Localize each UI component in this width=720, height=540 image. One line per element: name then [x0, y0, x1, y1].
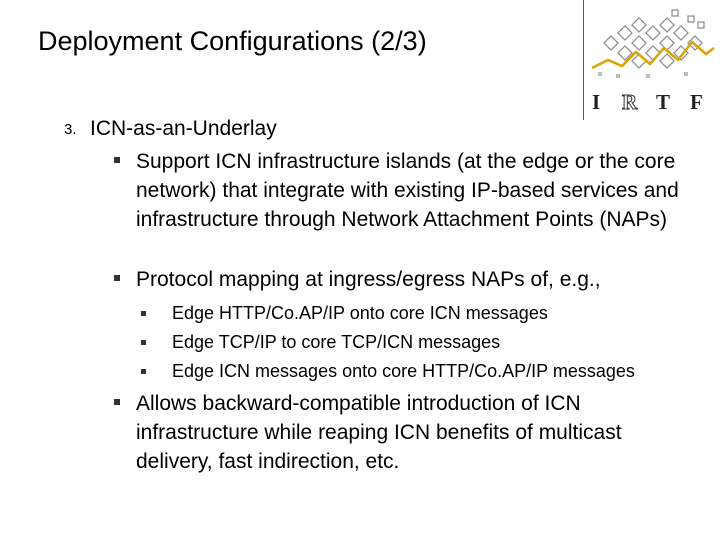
bullet-marker — [114, 399, 120, 405]
sub-bullet-item — [172, 357, 635, 386]
bullet-item — [136, 147, 686, 234]
logo-letter-t: T — [656, 90, 671, 114]
logo-letter-r: R — [622, 90, 638, 114]
bullet-marker — [114, 275, 120, 281]
irtf-logo — [588, 8, 716, 114]
sub-bullet-text: Edge HTTP/Co.AP/IP onto core ICN messages — [172, 303, 548, 323]
sub-bullet-marker — [141, 340, 146, 345]
bullet-item — [136, 389, 666, 476]
sub-bullet-marker — [141, 369, 146, 374]
irtf-logo-graphic — [588, 8, 716, 88]
title-divider — [583, 0, 584, 120]
list-heading: ICN-as-an-Underlay — [90, 117, 277, 140]
bullet-text: Protocol mapping at ingress/egress NAPs of, e.g., — [136, 268, 601, 291]
bullet-text: Allows backward-compatible introduction of ICN infrastructure while reaping ICN benefits of multicast delivery, fast indirection, etc. — [136, 392, 622, 473]
bullet-item — [136, 265, 696, 294]
bullet-marker — [114, 157, 120, 163]
list-number: 3. — [64, 121, 77, 138]
bullet-text: Support ICN infrastructure islands (at the edge or the core network) that integrate with existing IP-based services and infrastructure through Network Attachment Points (NAPs) — [136, 150, 679, 231]
sub-bullet-marker — [141, 311, 146, 316]
slide-title: Deployment Configurations (2/3) — [38, 26, 427, 56]
logo-letter-i: I — [592, 90, 601, 114]
sub-bullet-item — [172, 299, 548, 328]
sub-bullet-text: Edge ICN messages onto core HTTP/Co.AP/IP messages — [172, 361, 635, 381]
sub-bullet-text: Edge TCP/IP to core TCP/ICN messages — [172, 332, 501, 352]
sub-bullet-item — [172, 328, 500, 357]
logo-letter-f: F — [690, 90, 703, 114]
